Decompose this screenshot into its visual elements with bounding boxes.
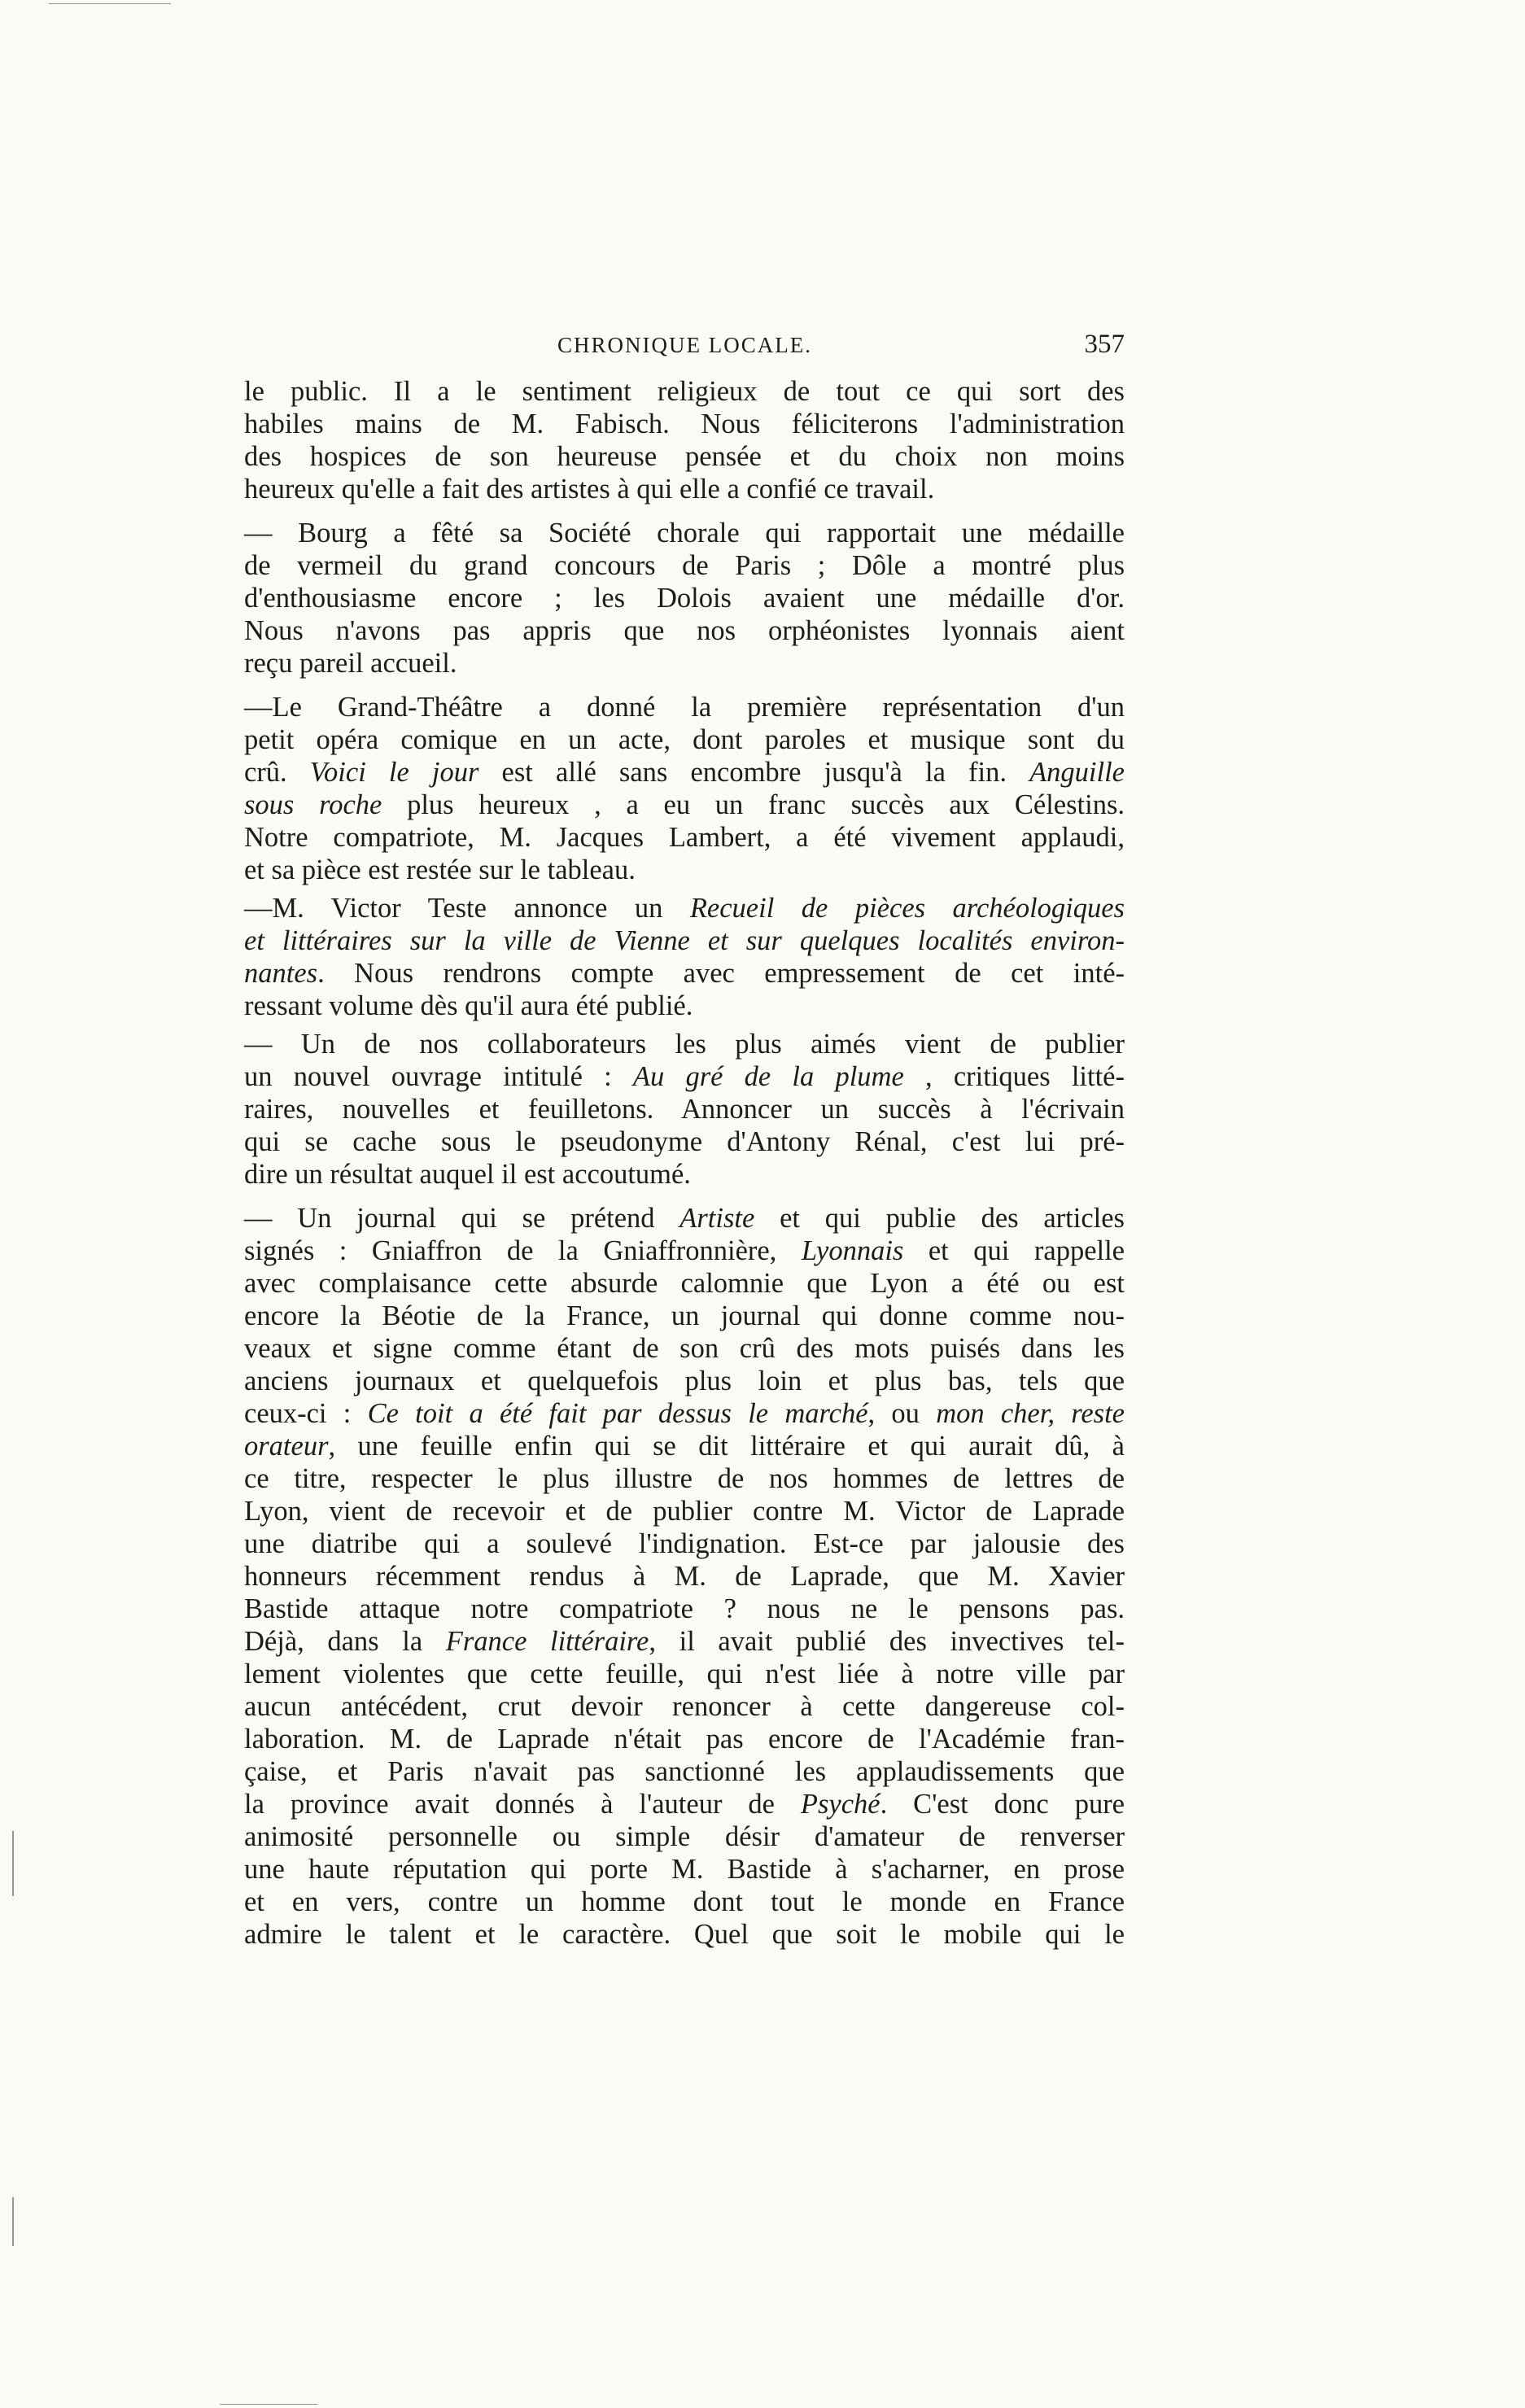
text-line-italic: orateur, une feuille enfin qui se dit littéraire et qui aurait dû, à xyxy=(244,1431,1125,1462)
text-line-italic: sous roche plus heureux , a eu un franc succès aux Célestins. xyxy=(244,789,1125,820)
text-line: d'enthousiasme encore ; les Dolois avaient une médaille d'or. xyxy=(244,583,1125,614)
text-line: aucun antécédent, crut devoir renoncer à cette dangereuse col- xyxy=(244,1691,1125,1722)
text-line: et en vers, contre un homme dont tout le monde en France xyxy=(244,1886,1125,1917)
text-line: qui se cache sous le pseudonyme d'Antony Rénal, c'est lui pré- xyxy=(244,1126,1125,1157)
text-line: anciens journaux et quelquefois plus loin et plus bas, tels que xyxy=(244,1366,1125,1396)
text-line: heureux qu'elle a fait des artistes à qui elle a confié ce travail. xyxy=(244,474,935,505)
text-line: des hospices de son heureuse pensée et du choix non moins xyxy=(244,441,1125,472)
text-line-italic: un nouvel ouvrage intitulé : Au gré de la plume , critiques litté- xyxy=(244,1061,1125,1092)
text-line: dire un résultat auquel il est accoutumé. xyxy=(244,1159,691,1190)
running-title: CHRONIQUE LOCALE. xyxy=(557,333,812,357)
paragraph-collaborateur xyxy=(244,1028,1125,1191)
text-line: le public. Il a le sentiment religieux de tout ce qui sort des xyxy=(244,376,1125,407)
text-line: —Le Grand-Théâtre a donné la première représentation d'un xyxy=(244,692,1125,723)
text-line-italic: et littéraires sur la ville de Vienne et sur quelques localités environ- xyxy=(244,925,1125,956)
text-line: laboration. M. de Laprade n'était pas encore de l'Académie fran- xyxy=(244,1724,1125,1755)
paragraph-bourg xyxy=(244,517,1125,680)
text-line: avec complaisance cette absurde calomnie que Lyon a été ou est xyxy=(244,1268,1125,1299)
scan-mark xyxy=(220,2404,317,2405)
text-line: — Bourg a fêté sa Société chorale qui rapportait une médaille xyxy=(244,518,1125,548)
text-line: — Un de nos collaborateurs les plus aimés vient de publier xyxy=(244,1029,1125,1060)
text-line: petit opéra comique en un acte, dont paroles et musique sont du xyxy=(244,724,1125,755)
running-head xyxy=(244,330,1125,375)
text-line: Nous n'avons pas appris que nos orphéonistes lyonnais aient xyxy=(244,615,1125,646)
scan-mark xyxy=(12,1831,14,1896)
text-line: Bastide attaque notre compatriote ? nous ne le pensons pas. xyxy=(244,1593,1125,1624)
text-line: Notre compatriote, M. Jacques Lambert, a été vivement applaudi, xyxy=(244,822,1125,853)
title-anguille: Anguille xyxy=(1029,757,1125,788)
text-line: une diatribe qui a soulevé l'indignation. Est-ce par jalousie des xyxy=(244,1528,1125,1559)
text-line-italic: nantes. Nous rendrons compte avec empressement de cet inté- xyxy=(244,958,1125,989)
text-line: habiles mains de M. Fabisch. Nous féliciterons l'administration xyxy=(244,409,1125,439)
scan-mark xyxy=(12,2197,14,2246)
text-line: raires, nouvelles et feuilletons. Annoncer un succès à l'écrivain xyxy=(244,1094,1125,1125)
paragraph-grand-theatre xyxy=(244,691,1125,886)
text-line: ressant volume dès qu'il aura été publié. xyxy=(244,990,693,1021)
scan-mark xyxy=(49,3,171,4)
text-line: Lyon, vient de recevoir et de publier contre M. Victor de Laprade xyxy=(244,1496,1125,1527)
text-line: veaux et signe comme étant de son crû des mots puisés dans les xyxy=(244,1333,1125,1364)
text-line: encore la Béotie de la France, un journal qui donne comme nou- xyxy=(244,1300,1125,1331)
text-line: çaise, et Paris n'avait pas sanctionné les applaudissements que xyxy=(244,1756,1125,1787)
text-line-italic: ceux-ci : Ce toit a été fait par dessus le marché, ou mon cher, reste xyxy=(244,1398,1125,1429)
text-line: ce titre, respecter le plus illustre de nos hommes de lettres de xyxy=(244,1463,1125,1494)
text-line: animosité personnelle ou simple désir d'amateur de renverser xyxy=(244,1821,1125,1852)
text-line-italic: Déjà, dans la France littéraire, il avait publié des invectives tel- xyxy=(244,1626,1125,1657)
text-line-italic: — Un journal qui se prétend Artiste et qui publie des articles xyxy=(244,1203,1125,1234)
paragraph-teste xyxy=(244,892,1125,1022)
text-line: honneurs récemment rendus à M. de Laprade, que M. Xavier xyxy=(244,1561,1125,1592)
text-line-italic: —M. Victor Teste annonce un Recueil de pièces archéologiques xyxy=(244,893,1125,924)
text-line: de vermeil du grand concours de Paris ; Dôle a montré plus xyxy=(244,550,1125,581)
book-page xyxy=(244,330,1125,1951)
page-number: 357 xyxy=(1084,330,1125,359)
text-line: admire le talent et le caractère. Quel que soit le mobile qui le xyxy=(244,1919,1125,1950)
paragraph-journal xyxy=(244,1202,1125,1951)
title-voici-le-jour: Voici le jour xyxy=(309,757,479,788)
text-line: et sa pièce est restée sur le tableau. xyxy=(244,854,636,885)
text-line: reçu pareil accueil. xyxy=(244,648,457,679)
text-line: lement violentes que cette feuille, qui n'est liée à notre ville par xyxy=(244,1659,1125,1689)
text-line-italic: crû. Voici le jour est allé sans encombre jusqu'à la fin. Anguille xyxy=(244,757,1125,788)
text-line-italic: la province avait donnés à l'auteur de Psyché. C'est donc pure xyxy=(244,1789,1125,1820)
text-line: une haute réputation qui porte M. Bastide à s'acharner, en prose xyxy=(244,1854,1125,1885)
paragraph-fabisch xyxy=(244,375,1125,505)
text-line-italic: signés : Gniaffron de la Gniaffronnière, Lyonnais et qui rappelle xyxy=(244,1235,1125,1266)
